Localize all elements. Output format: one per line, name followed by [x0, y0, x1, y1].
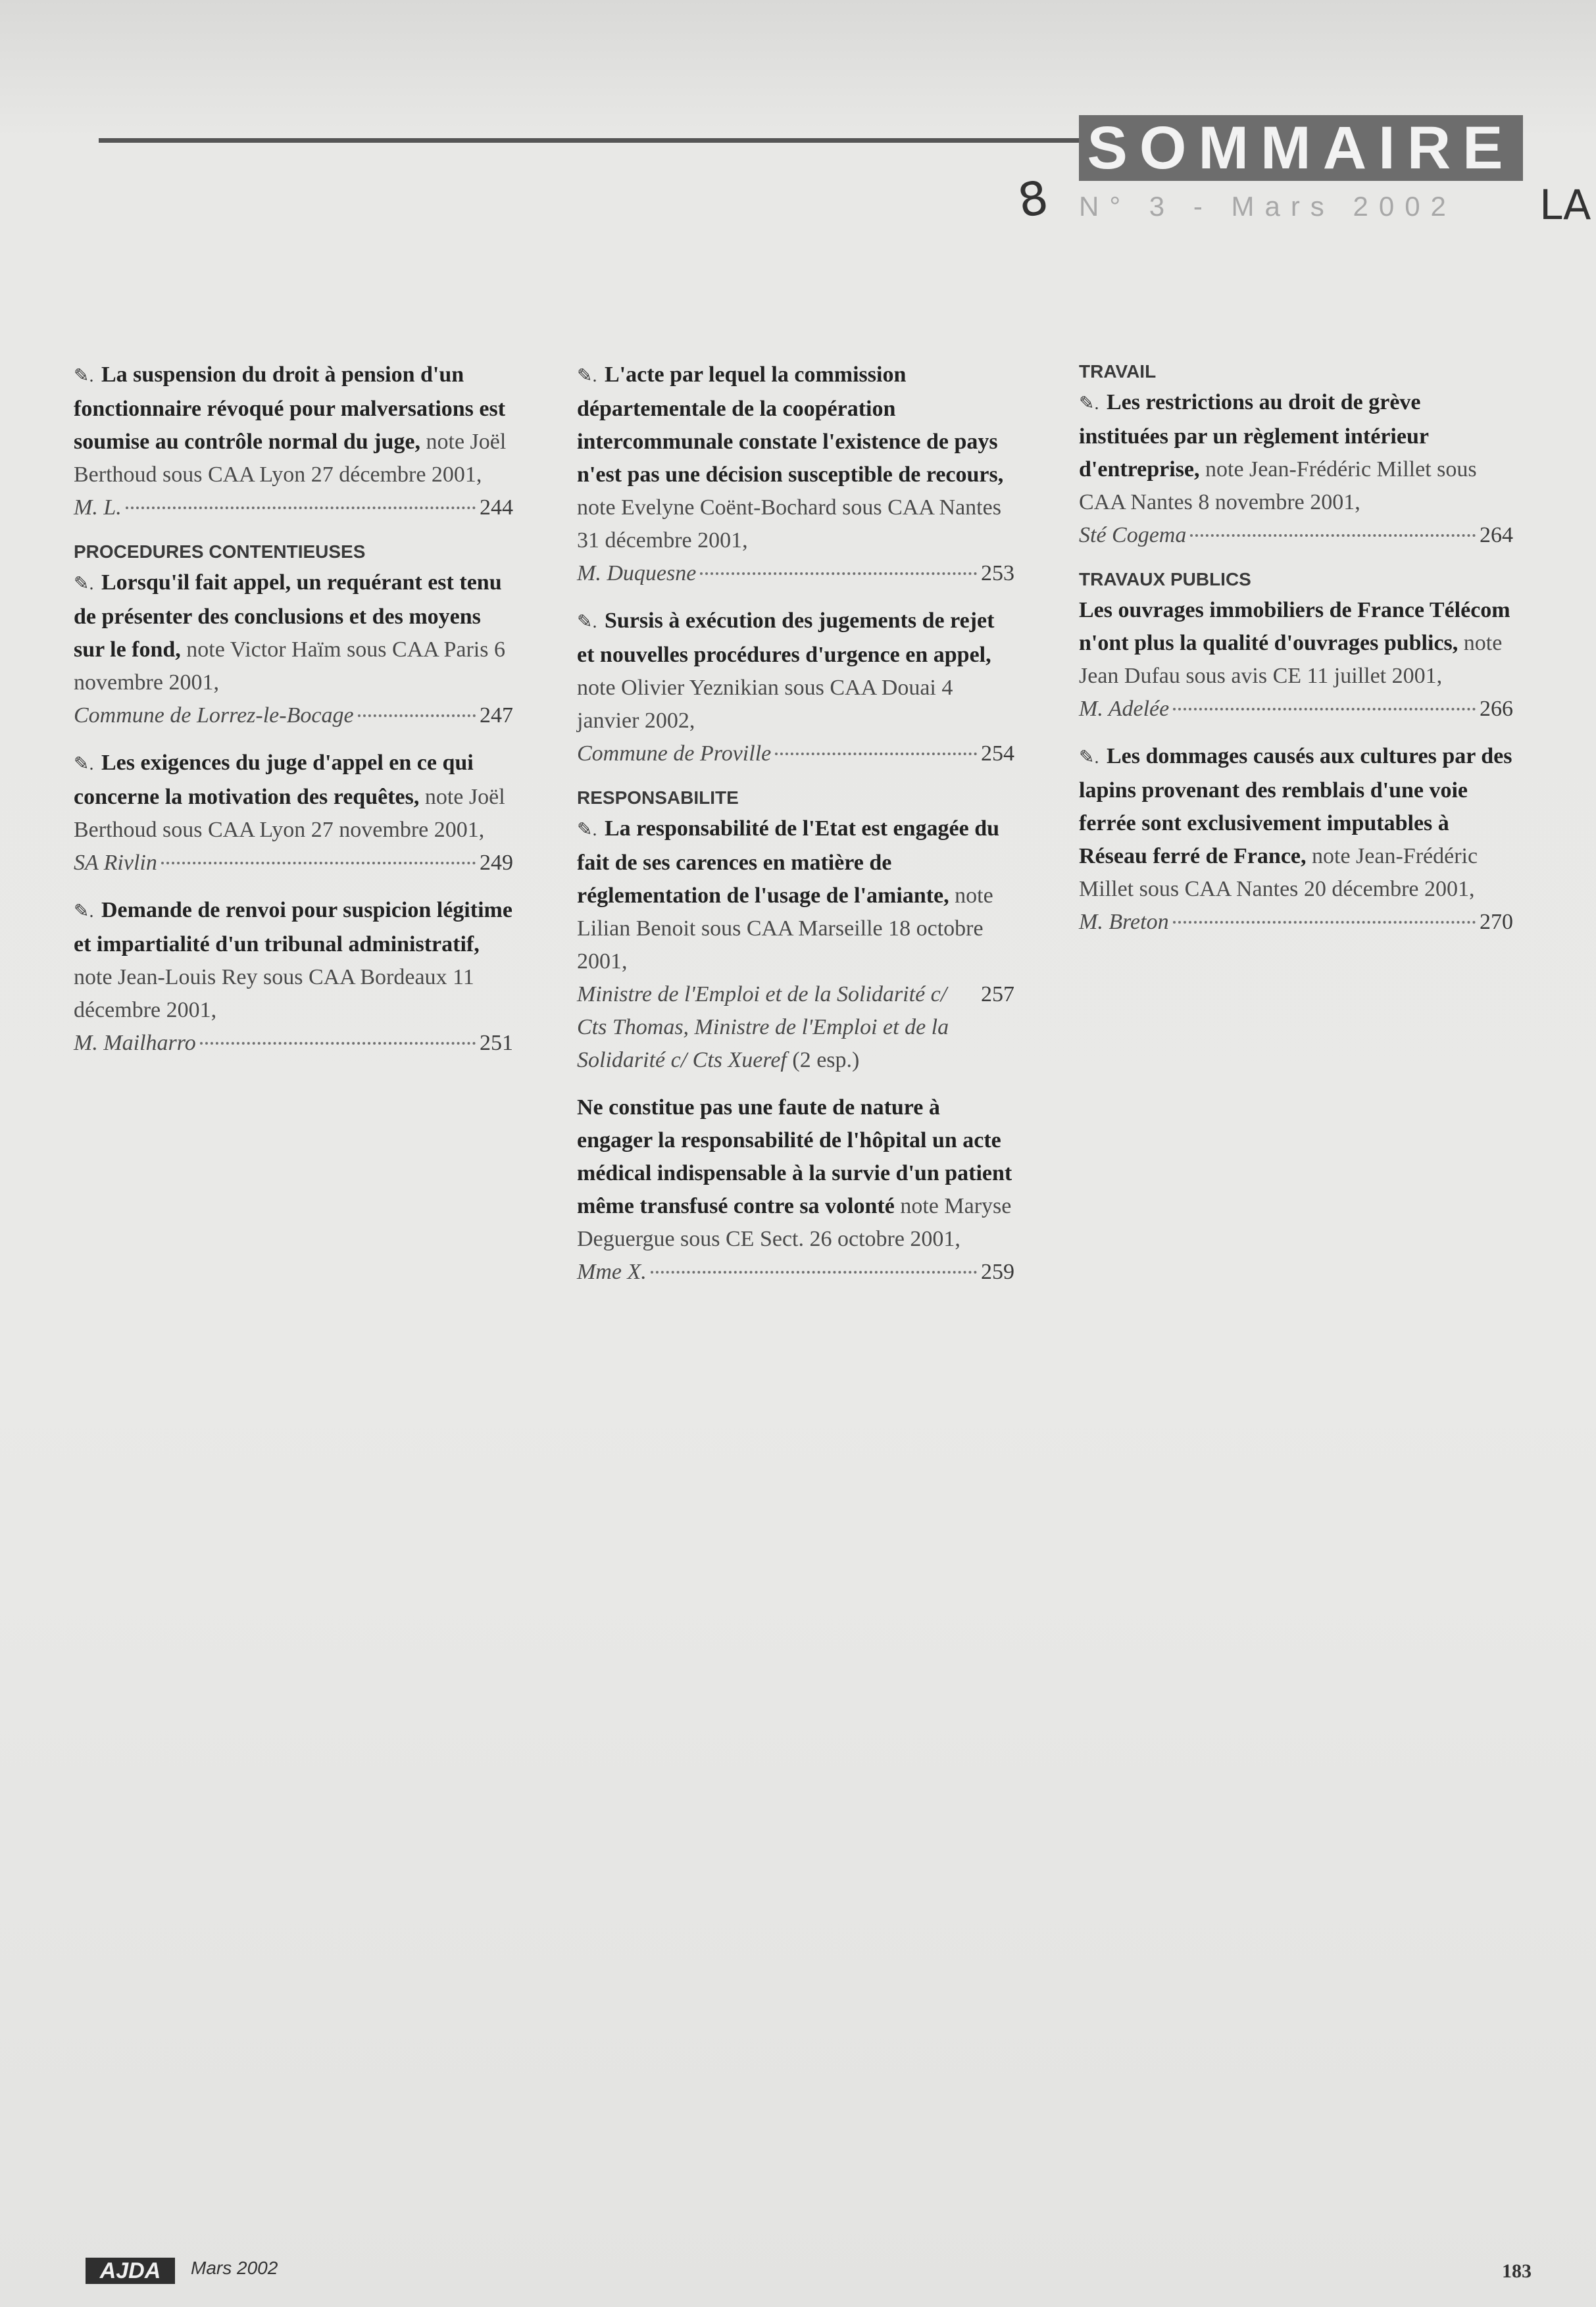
- entry-party: M. Adelée: [1079, 697, 1170, 721]
- entry-note: note Joël Berthoud sous CAA Lyon 27 novembre 2001,: [74, 785, 505, 842]
- entry-note: note Joël Berthoud sous CAA Lyon 27 décembre 2001,: [74, 430, 507, 487]
- entry-title: Lorsqu'il fait appel, un requérant est tenu de présenter des conclusions et des moyens sur le fond,: [74, 570, 502, 662]
- entry-title: Demande de renvoi pour suspicion légitime et impartialité d'un tribunal administratif,: [74, 898, 512, 956]
- section-heading: TRAVAIL: [1079, 361, 1157, 382]
- toc-entry[interactable]: [74, 566, 513, 732]
- entry-reference-line: [577, 1256, 1014, 1289]
- entry-note: note Jean-Frédéric Millet sous CAA Nantes 8 novembre 2001,: [1079, 457, 1477, 514]
- entry-title: Ne constitue pas une faute de nature à engager la responsabilité de l'hôpital un acte médical indispensable à la survie d'un patient même transfusé contre sa volonté: [577, 1095, 1012, 1218]
- header-rule: [99, 138, 1085, 143]
- leader-dots: [161, 862, 476, 864]
- header-title-box: [1079, 115, 1523, 181]
- leader-dots: [126, 507, 476, 509]
- entry-title: La responsabilité de l'Etat est engagée du fait de ses carences en matière de réglementation de l'usage de l'amiante,: [577, 816, 1000, 908]
- toc-entry[interactable]: [74, 359, 513, 524]
- entry-party: Mme X.: [577, 1260, 647, 1284]
- pen-bullet-icon: ✎.: [577, 366, 597, 386]
- column-1: [74, 359, 513, 1074]
- entry-party: Commune de Proville: [577, 741, 772, 766]
- entry-party: Sté Cogema: [1079, 523, 1187, 547]
- entry-party: Ministre de l'Emploi et de la Solidarité c/ Cts Thomas, Ministre de l'Emploi et de la Solidarité c/ Cts Xueref: [577, 982, 949, 1072]
- entry-note: note Olivier Yeznikian sous CAA Douai 4 janvier 2002,: [577, 676, 953, 733]
- toc-entry[interactable]: [577, 605, 1014, 770]
- pen-bullet-icon: ✎.: [577, 612, 597, 632]
- entry-page: 257: [981, 982, 1014, 1006]
- entry-party: Commune de Lorrez-le-Bocage: [74, 703, 354, 728]
- journal-logo: AJDA: [86, 2258, 175, 2284]
- entry-page: 251: [480, 1031, 513, 1055]
- pen-bullet-icon: ✎.: [74, 574, 94, 594]
- entry-page: 253: [981, 561, 1014, 585]
- leader-dots: [651, 1271, 977, 1274]
- leader-dots: [1190, 534, 1476, 537]
- leader-dots: [1173, 921, 1476, 924]
- entry-reference-line: [577, 557, 1014, 590]
- entry-reference-line: [1079, 693, 1513, 726]
- entry-page: 270: [1480, 910, 1513, 934]
- toc-entry[interactable]: [74, 894, 513, 1060]
- page-title: SOMMAIRE: [1087, 114, 1515, 182]
- leader-dots: [775, 753, 977, 755]
- section-heading: PROCEDURES CONTENTIEUSES: [74, 541, 366, 562]
- section-heading: RESPONSABILITE: [577, 787, 739, 808]
- pen-bullet-icon: ✎.: [74, 901, 94, 922]
- toc-entry[interactable]: [577, 359, 1014, 590]
- entry-reference-line: [74, 491, 513, 524]
- entry-page: 264: [1480, 523, 1513, 547]
- issue-number: N° 3 - Mars 2002: [1079, 191, 1457, 222]
- entry-party: SA Rivlin: [74, 851, 157, 875]
- toc-entry[interactable]: [1079, 594, 1513, 726]
- toc-entry[interactable]: [577, 1091, 1014, 1289]
- entry-title: Les exigences du juge d'appel en ce qui concerne la motivation des requêtes,: [74, 751, 474, 809]
- pen-bullet-icon: ✎.: [577, 820, 597, 840]
- page-number: 183: [1502, 2260, 1532, 2282]
- entry-page: 259: [981, 1260, 1014, 1284]
- toc-entry[interactable]: [1079, 740, 1513, 939]
- entry-note: note Evelyne Coënt-Bochard sous CAA Nantes 31 décembre 2001,: [577, 495, 1001, 553]
- pen-bullet-icon: ✎.: [74, 754, 94, 774]
- pen-bullet-icon: ✎.: [74, 366, 94, 386]
- entry-reference-line: [74, 1027, 513, 1060]
- entry-page: 266: [1480, 697, 1513, 721]
- entry-page: 247: [480, 703, 513, 728]
- section-heading: TRAVAUX PUBLICS: [1079, 569, 1251, 589]
- entry-party: M. L.: [74, 495, 122, 520]
- entry-page: 249: [480, 851, 513, 875]
- leader-dots: [700, 572, 977, 575]
- entry-page: 244: [480, 495, 513, 520]
- pen-bullet-icon: ✎.: [1079, 393, 1099, 414]
- entry-reference-line: [1079, 906, 1513, 939]
- entry-note: note Jean Dufau sous avis CE 11 juillet 2001,: [1079, 631, 1503, 688]
- toc-entry[interactable]: [1079, 386, 1513, 552]
- entry-title: Sursis à exécution des jugements de rejet et nouvelles procédures d'urgence en appel,: [577, 608, 995, 667]
- column-3: [1079, 359, 1513, 953]
- entry-title: L'acte par lequel la commission départementale de la coopération intercommunale constate l'existence de pays n'est pas une décision susceptible de recours,: [577, 362, 1004, 487]
- entry-title: La suspension du droit à pension d'un fonctionnaire révoqué pour malversations est soumise au contrôle normal du juge,: [74, 362, 506, 454]
- entry-reference-line: [74, 699, 513, 732]
- entry-party: M. Mailharro: [74, 1031, 196, 1055]
- pen-bullet-icon: ✎.: [1079, 747, 1099, 768]
- entry-title: Les dommages causés aux cultures par des lapins provenant des remblais d'une voie ferrée sont exclusivement imputables à Réseau ferré de France,: [1079, 744, 1512, 868]
- leader-dots: [1173, 708, 1476, 710]
- toc-entry[interactable]: [577, 812, 1014, 1077]
- entry-note: note Lilian Benoit sous CAA Marseille 18 octobre 2001,: [577, 883, 993, 974]
- handwritten-mark-left: 8: [1014, 170, 1053, 229]
- entry-reference-line: [74, 847, 513, 880]
- leader-dots: [358, 714, 476, 717]
- entry-extra: (2 esp.): [792, 1048, 860, 1072]
- entry-reference-line: [577, 737, 1014, 770]
- entry-reference-line: [577, 978, 1014, 1077]
- entry-note: note Jean-Frédéric Millet sous CAA Nantes 20 décembre 2001,: [1079, 844, 1478, 901]
- entry-page: 254: [981, 741, 1014, 766]
- entry-party: M. Breton: [1079, 910, 1169, 934]
- handwritten-mark-right: LA: [1539, 181, 1591, 229]
- entry-note: note Victor Haïm sous CAA Paris 6 novembre 2001,: [74, 637, 505, 695]
- entry-note: note Jean-Louis Rey sous CAA Bordeaux 11 décembre 2001,: [74, 965, 474, 1022]
- toc-entry[interactable]: [74, 747, 513, 880]
- column-2: [577, 359, 1014, 1303]
- entry-reference-line: [1079, 519, 1513, 552]
- entry-title: Les ouvrages immobiliers de France Télécom n'ont plus la qualité d'ouvrages publics,: [1079, 598, 1510, 655]
- footer-date: Mars 2002: [191, 2258, 278, 2278]
- leader-dots: [200, 1042, 476, 1045]
- entry-party: M. Duquesne: [577, 561, 697, 585]
- entry-title: Les restrictions au droit de grève instituées par un règlement intérieur d'entreprise,: [1079, 390, 1429, 482]
- entry-note: note Maryse Deguergue sous CE Sect. 26 octobre 2001,: [577, 1194, 1012, 1251]
